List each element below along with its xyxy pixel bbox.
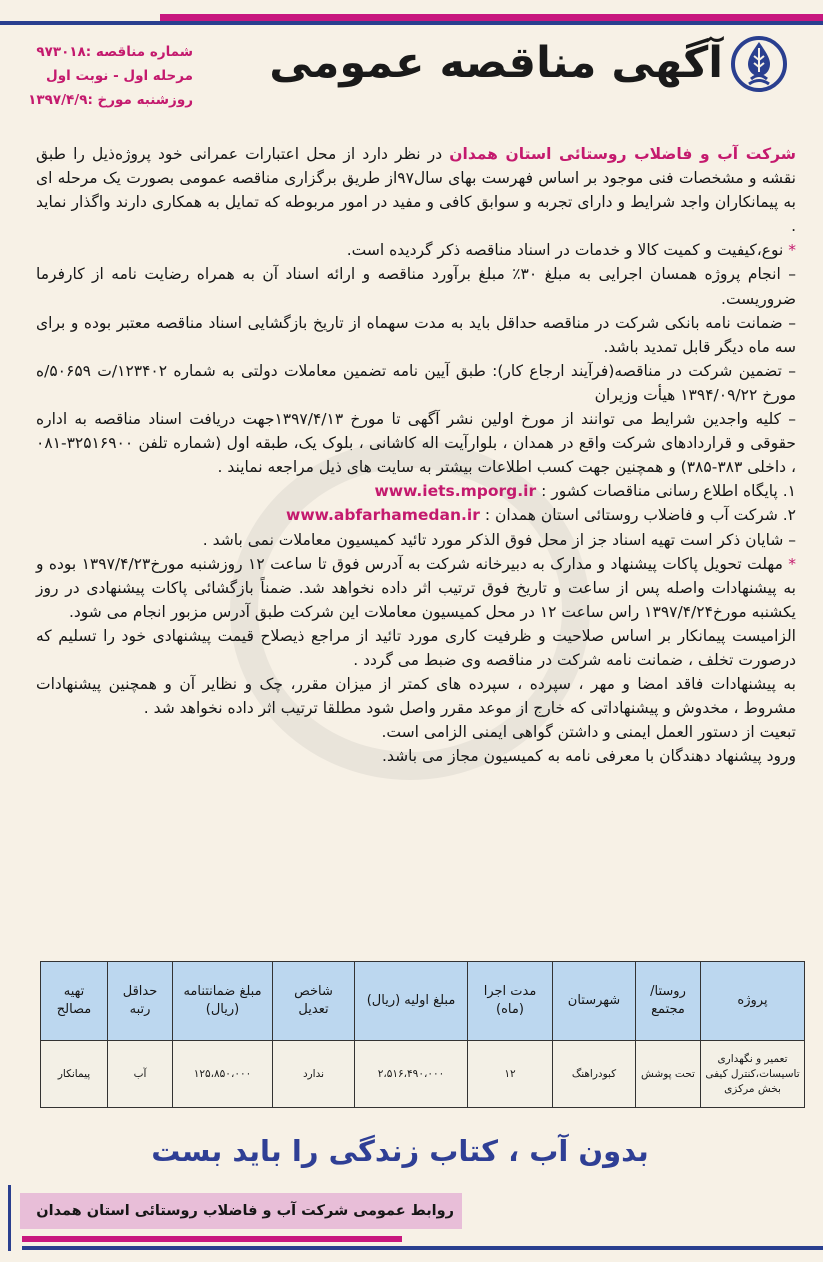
site1-link[interactable]: www.iets.mporg.ir <box>374 482 537 501</box>
deadline-text: مهلت تحویل پاکات پیشنهاد و مدارک به دبیرخانه شرکت به آدرس فوق تا ساعت ۱۲ روزشنبه مورخ۱۳۹۷/۴/۲۳ بوده و به پیشنهادات واصله پس از ساعت و تاریخ فوق ترتیب اثر داده نخواهد شد. ضمناً بازگشائی پاکات پیشنهادی در روز یکشنبه مورخ۱۳۹۷/۴/۲۴ راس ساعت ۱۲ در محل کمیسیون معاملات این شرکت طبق آدرس مزبور انجام می شود. <box>36 554 796 621</box>
table-row <box>41 1041 805 1108</box>
deadline-paragraph <box>36 552 796 624</box>
cell-materials: پیمانکار <box>41 1041 108 1108</box>
header-min-rank: حداقل رتبه <box>108 962 173 1041</box>
tender-table <box>40 961 805 1108</box>
cell-adjustment: ندارد <box>273 1041 355 1108</box>
cell-project: تعمیر و نگهداری تاسیسات،کنترل کیفی بخش مرکزی <box>701 1041 805 1108</box>
cell-duration: ۱۲ <box>468 1041 553 1108</box>
cell-min-rank: آب <box>108 1041 173 1108</box>
cell-initial-amount: ۲،۵۱۶،۴۹۰،۰۰۰ <box>355 1041 468 1108</box>
tender-number: شماره مناقصه :۹۷۳۰۱۸ <box>36 44 193 60</box>
footer-left-rule <box>8 1185 11 1251</box>
tender-date: روزشنبه مورخ :۱۳۹۷/۴/۹ <box>28 92 193 108</box>
safety-paragraph: تبعیت از دستور العمل ایمنی و داشتن گواهی ایمنی الزامی است. <box>381 723 796 742</box>
cell-guarantee: ۱۲۵،۸۵۰،۰۰۰ <box>173 1041 273 1108</box>
header-county: شهرستان <box>553 962 636 1041</box>
company-name: شرکت آب و فاضلاب روستائی استان همدان <box>449 145 797 163</box>
header-initial-amount: مبلغ اولیه (ریال) <box>355 962 468 1041</box>
water-drop-wheat-logo-icon <box>730 34 788 94</box>
intro-paragraph <box>36 142 796 238</box>
star-bullet: * <box>788 554 797 573</box>
site2-label: ۲. شرکت آب و فاضلاب روستائی استان همدان : <box>484 506 796 525</box>
header-duration: مدت اجرا (ماه) <box>468 962 553 1041</box>
cell-village: تحت پوشش <box>636 1041 701 1108</box>
tender-stage: مرحله اول - نوبت اول <box>46 68 193 84</box>
tender-meta <box>18 40 193 112</box>
contractor-paragraph: الزامیست پیمانکار بر اساس صلاحیت و ظرفیت کاری مورد تائید از مراجع ذیصلاح قیمت پیشنهادی خود را تسلیم که درصورت تخلف ، ضمانت نامه شرکت در مناقصه وی ضبط می گردد . <box>36 626 796 669</box>
header-guarantee: مبلغ ضمانتنامه (ریال) <box>173 962 273 1041</box>
docs-paragraph: – شایان ذکر است تهیه اسناد جز از محل فوق الذکر مورد تائید کمیسیون معاملات نمی باشد . <box>202 530 796 549</box>
header-village: روستا/ مجتمع <box>636 962 701 1041</box>
slogan: بدون آب ، کتاب زندگی را باید بست <box>151 1134 649 1168</box>
participation-paragraph: – تضمین شرکت در مناقصه(فرآیند ارجاع کار): طبق آیین نامه تضمین معاملات دولتی به شماره ۱۲۳۴۰۲/ت ۵۰۶۵۹/ه مورخ ۱۳۹۴/۰۹/۲۲ هیأت وزیران <box>36 361 796 404</box>
quality-text: نوع،کیفیت و کمیت کالا و خدمات در اسناد مناقصه ذکر گردیده است. <box>346 241 789 260</box>
cell-county: کبودراهنگ <box>553 1041 636 1108</box>
guarantee-paragraph: – ضمانت نامه بانکی شرکت در مناقصه حداقل باید به مدت سهماه از تاریخ بازگشایی اسناد مناقصه معتبر بوده و برای سه ماه دیگر قابل تمدید باشد. <box>36 313 796 356</box>
bottom-blue-bar <box>22 1246 823 1250</box>
header-project: پروژه <box>701 962 805 1041</box>
announcement-body <box>36 142 796 768</box>
star-bullet: * <box>788 241 796 260</box>
invalid-bids-paragraph: به پیشنهادات فاقد امضا و مهر ، سپرده ، سپرده های کمتر از میزان مقرر، چک و نظایر آن و همچنین پیشنهادات مشروط ، مخدوش و پیشنهاداتی که خارج از موعد مقرر واصل شود مطلقا ترتیب اثر داده نخواهد شد . <box>36 675 796 718</box>
site2-link[interactable]: www.abfarhamedan.ir <box>286 506 480 525</box>
table-header-row <box>41 962 805 1041</box>
footer-public-relations: روابط عمومی شرکت آب و فاضلاب روستائی استان همدان <box>20 1193 462 1229</box>
intro-text: در نظر دارد از محل اعتبارات عمرانی خود پروژه‌ذیل را طبق نقشه و مشخصات فنی موجود بر اساس فهرست بهای سال۹۷از طریق برگزاری مناقصه عمومی بصورت یک مرحله ای به پیمانکاران واجد شرایط و دارای تجربه و سوابق کافی و مفید در امور مربوطه که تمایل به همکاری دارند واگذار نماید . <box>36 145 796 236</box>
header-adjustment: شاخص تعدیل <box>273 962 355 1041</box>
entry-paragraph: ورود پیشنهاد دهندگان با معرفی نامه به کمیسیون مجاز می باشد. <box>382 747 796 766</box>
eligible-paragraph: – کلیه واجدین شرایط می توانند از مورخ اولین نشر آگهی تا مورخ ۱۳۹۷/۴/۱۳جهت دریافت اسناد مناقصه به اداره حقوقی و قراردادهای شرکت واقع در همدان ، بلوارآیت اله کاشانی ، بلوک یک، طبقه اول (شماره تلفن ۳۲۵۱۶۹۰۰-۰۸۱ ، داخلی ۳۸۳-۳۸۵) و همچنین جهت کسب اطلاعات بیشتر به سایت های ذیل مراجعه نمایند . <box>36 410 796 477</box>
header-materials: تهیه مصالح <box>41 962 108 1041</box>
quality-paragraph <box>36 238 796 262</box>
page-title: آگهی مناقصه عمومی <box>269 38 723 88</box>
site1-line <box>36 479 796 503</box>
top-magenta-bar <box>160 14 823 21</box>
site1-label: ۱. پایگاه اطلاع رسانی مناقصات کشور : <box>541 482 796 501</box>
site2-line <box>36 503 796 527</box>
bottom-magenta-bar <box>22 1236 402 1242</box>
similar-project-paragraph: – انجام پروژه همسان اجرایی به مبلغ ۳۰٪ مبلغ برآورد مناقصه و ارائه اسناد آن به همراه رضایت نامه از کارفرما ضروریست. <box>36 265 796 308</box>
top-blue-bar <box>0 21 823 25</box>
